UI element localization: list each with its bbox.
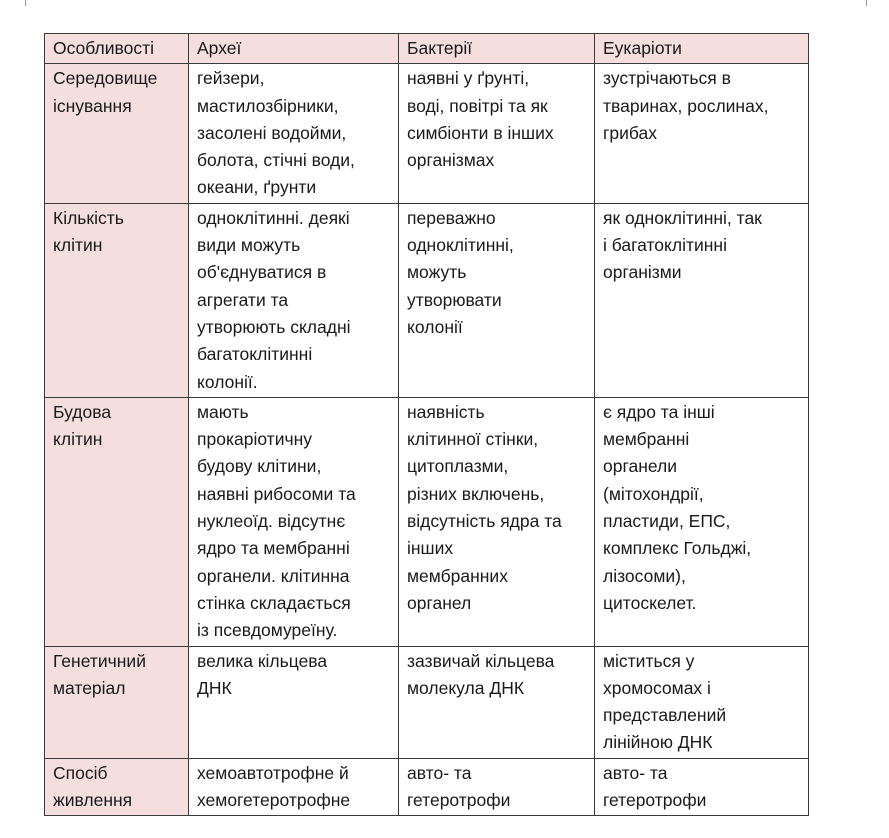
header-archaea: Археї: [189, 34, 399, 64]
eukaryotes-cell: міститься у хромосомах і представлений лінійною ДНК: [595, 646, 809, 758]
bacteria-cell: наявні у ґрунті, воді, повітрі та як симбіонти в інших організмах: [399, 64, 595, 203]
header-eukaryotes: Еукаріоти: [595, 34, 809, 64]
archaea-cell: гейзери, мастилозбірники, засолені водойми, болота, стічні води, океани, ґрунти: [189, 64, 399, 203]
bacteria-cell: зазвичай кільцева молекула ДНК: [399, 646, 595, 758]
feature-cell: Будова клітин: [45, 397, 189, 646]
table-row-nutrition: [45, 758, 809, 816]
archaea-cell: мають прокаріотичну будову клітини, наявні рибосоми та нуклеоїд. відсутнє ядро та мембранні органели. клітинна стінка складається із псевдомуреїну.: [189, 397, 399, 646]
eukaryotes-cell: є ядро та інші мембранні органели (мітохондрії, пластиди, ЕПС, комплекс Гольджі, лізосоми), цитоскелет.: [595, 397, 809, 646]
feature-cell: Кількість клітин: [45, 203, 189, 397]
eukaryotes-cell: авто- та гетеротрофи: [595, 758, 809, 816]
archaea-cell: хемоавтотрофне й хемогетеротрофне: [189, 758, 399, 816]
bacteria-cell: авто- та гетеротрофи: [399, 758, 595, 816]
eukaryotes-cell: як одноклітинні, так і багатоклітинні організми: [595, 203, 809, 397]
bacteria-cell: переважно одноклітинні, можуть утворювати колонії: [399, 203, 595, 397]
header-features: Особливості: [45, 34, 189, 64]
table-row-genetic-material: [45, 646, 809, 758]
page-margin-mark-left: [25, 0, 26, 6]
archaea-cell: одноклітинні. деякі види можуть об'єднуватися в агрегати та утворюють складні багатоклітинні колонії.: [189, 203, 399, 397]
table-row-cell-structure: [45, 397, 809, 646]
feature-cell: Середовище існування: [45, 64, 189, 203]
feature-cell: Спосіб живлення: [45, 758, 189, 816]
table-row-cell-count: [45, 203, 809, 397]
table-header-row: [45, 34, 809, 64]
table-row-habitat: [45, 64, 809, 203]
archaea-cell: велика кільцева ДНК: [189, 646, 399, 758]
bacteria-cell: наявність клітинної стінки, цитоплазми, різних включень, відсутність ядра та інших мембранних органел: [399, 397, 595, 646]
header-bacteria: Бактерії: [399, 34, 595, 64]
comparison-table: [44, 33, 809, 816]
page-margin-mark-right: [866, 0, 867, 6]
feature-cell: Генетичний матеріал: [45, 646, 189, 758]
eukaryotes-cell: зустрічаються в тваринах, рослинах, грибах: [595, 64, 809, 203]
